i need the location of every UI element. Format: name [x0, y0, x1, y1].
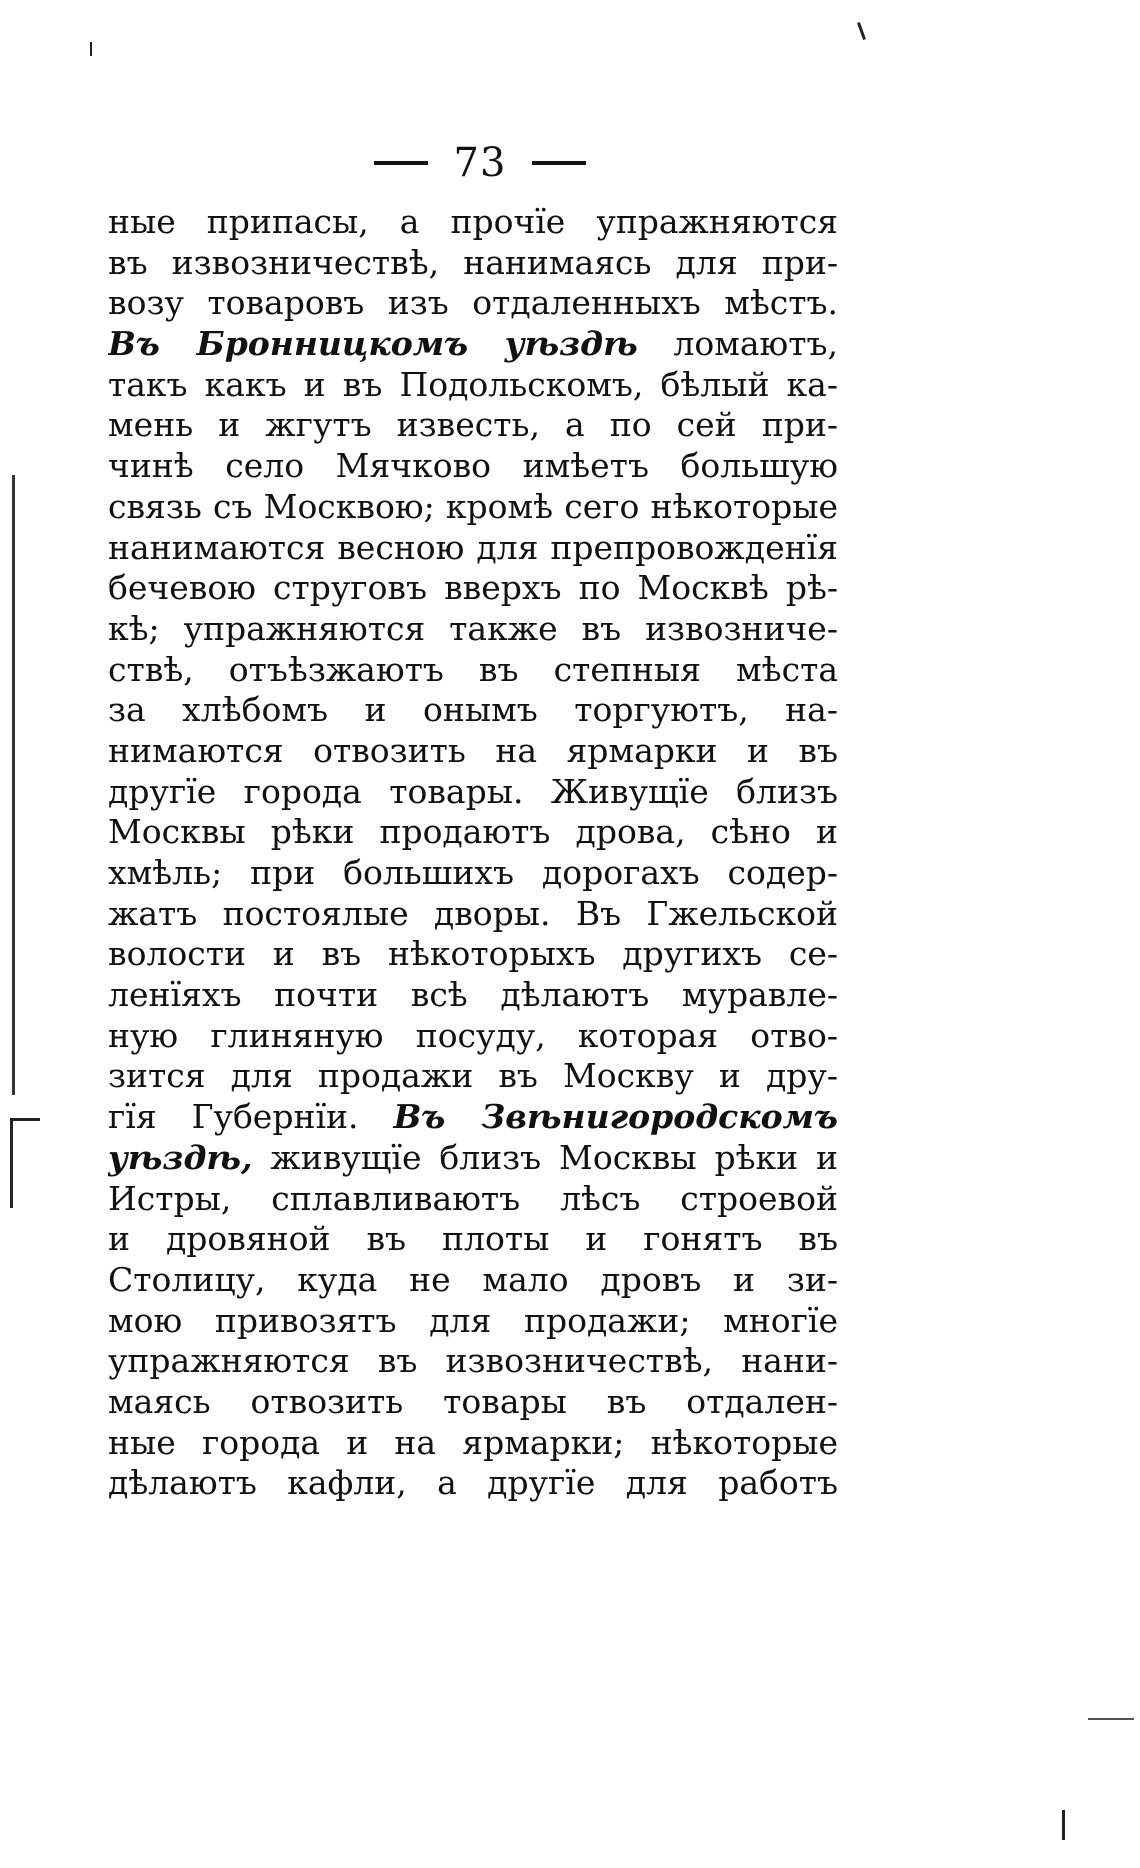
text-span: ломаютъ, [637, 324, 838, 364]
text-span: возу товаровъ изъ отдаленныхъ мѣстъ. [108, 283, 838, 323]
header-dash-left [374, 161, 428, 165]
body-text [108, 202, 838, 1504]
text-span: упражняются въ извозничествѣ, нани- [108, 1341, 838, 1381]
text-line [108, 1219, 838, 1260]
text-line [108, 609, 838, 650]
text-line [108, 1260, 838, 1301]
text-span: Столицу, куда не мало дровъ и зи- [108, 1259, 838, 1299]
text-line [108, 487, 838, 528]
text-span: дѣлаютъ кафли, а другїе для работъ [108, 1463, 838, 1503]
text-span: мень и жгутъ известь, а по сей при- [108, 405, 838, 445]
text-line [108, 405, 838, 446]
text-span: ные припасы, а прочїе упражняются [108, 202, 838, 241]
text-span: ствѣ, отъѣзжаютъ въ степныя мѣста [108, 649, 838, 689]
text-span: бечевою струговъ вверхъ по Москвѣ рѣ- [108, 568, 838, 608]
text-line [108, 1016, 838, 1057]
text-line [108, 243, 838, 284]
text-line [108, 1138, 838, 1179]
text-line [108, 731, 838, 772]
text-span: Москвы рѣки продаютъ дрова, сѣно и [108, 812, 838, 852]
text-span: кѣ; упражняются также въ извозниче- [108, 608, 838, 648]
scan-speck [1088, 1718, 1134, 1720]
text-line [108, 1097, 838, 1138]
scan-speck [857, 22, 866, 40]
text-line [108, 894, 838, 935]
text-span: ные города и на ярмарки; нѣкоторые [108, 1422, 838, 1462]
page-number: 73 [453, 140, 507, 186]
text-line [108, 650, 838, 691]
text-line [108, 283, 838, 324]
page-header [330, 138, 630, 188]
text-span: другїе города товары. Живущїе близъ [108, 771, 838, 811]
text-line [108, 1423, 838, 1464]
text-line [108, 1463, 838, 1504]
text-span: такъ какъ и въ Подольскомъ, бѣлый ка- [108, 364, 838, 404]
scan-speck [12, 475, 15, 1095]
scan-speck [10, 1118, 40, 1121]
text-span: волости и въ нѣкоторыхъ другихъ се- [108, 934, 838, 974]
text-span: нанимаются весною для препровожденїя [108, 527, 838, 567]
text-line [108, 1382, 838, 1423]
italic-place-name: Въ Бронницкомъ уѣздѣ [108, 324, 638, 364]
text-span: хмѣль; при большихъ дорогахъ содер- [108, 853, 838, 892]
text-span: маясь отвозить товары въ отдален- [108, 1381, 838, 1421]
text-line [108, 975, 838, 1016]
header-dash-right [532, 161, 586, 165]
text-line [108, 1179, 838, 1220]
scan-speck [1062, 1810, 1065, 1840]
text-span: нимаются отвозить на ярмарки и въ [108, 730, 838, 770]
text-line [108, 324, 838, 365]
text-line [108, 1341, 838, 1382]
text-line [108, 772, 838, 813]
text-span: въ извозничествѣ, нанимаясь для при- [108, 242, 838, 282]
text-line [108, 934, 838, 975]
text-line [108, 365, 838, 406]
text-line [108, 1056, 838, 1097]
text-span: связь съ Москвою; кромѣ сего нѣкоторые [108, 486, 838, 526]
scan-speck [10, 1118, 13, 1208]
text-span: мою привозятъ для продажи; многїе [108, 1300, 838, 1340]
text-span: ленїяхъ почти всѣ дѣлаютъ муравле- [108, 975, 838, 1015]
text-span: Истры, сплавливаютъ лѣсъ строевой [108, 1178, 838, 1218]
text-line [108, 690, 838, 731]
scan-speck [90, 42, 92, 56]
text-line [108, 528, 838, 569]
text-span: гїя Губернїи. [108, 1097, 394, 1137]
text-line [108, 446, 838, 487]
text-span: и дровяной въ плоты и гонятъ въ [108, 1219, 838, 1259]
text-span: живущїе близъ Москвы рѣки и [252, 1137, 838, 1177]
italic-place-name: Въ Звѣнигородскомъ [393, 1097, 838, 1137]
text-span: чинѣ село Мячково имѣетъ большую [108, 446, 838, 486]
text-span: за хлѣбомъ и онымъ торгуютъ, на- [108, 690, 838, 730]
text-line [108, 1301, 838, 1342]
text-span: ную глиняную посуду, которая отво- [108, 1015, 838, 1055]
text-line [108, 568, 838, 609]
text-span: жатъ постоялые дворы. Въ Гжельской [108, 893, 838, 933]
italic-place-name: уѣздѣ, [108, 1137, 253, 1177]
text-line [108, 202, 838, 243]
text-line [108, 812, 838, 853]
text-line [108, 853, 838, 894]
text-span: зится для продажи въ Москву и дру- [108, 1056, 838, 1096]
